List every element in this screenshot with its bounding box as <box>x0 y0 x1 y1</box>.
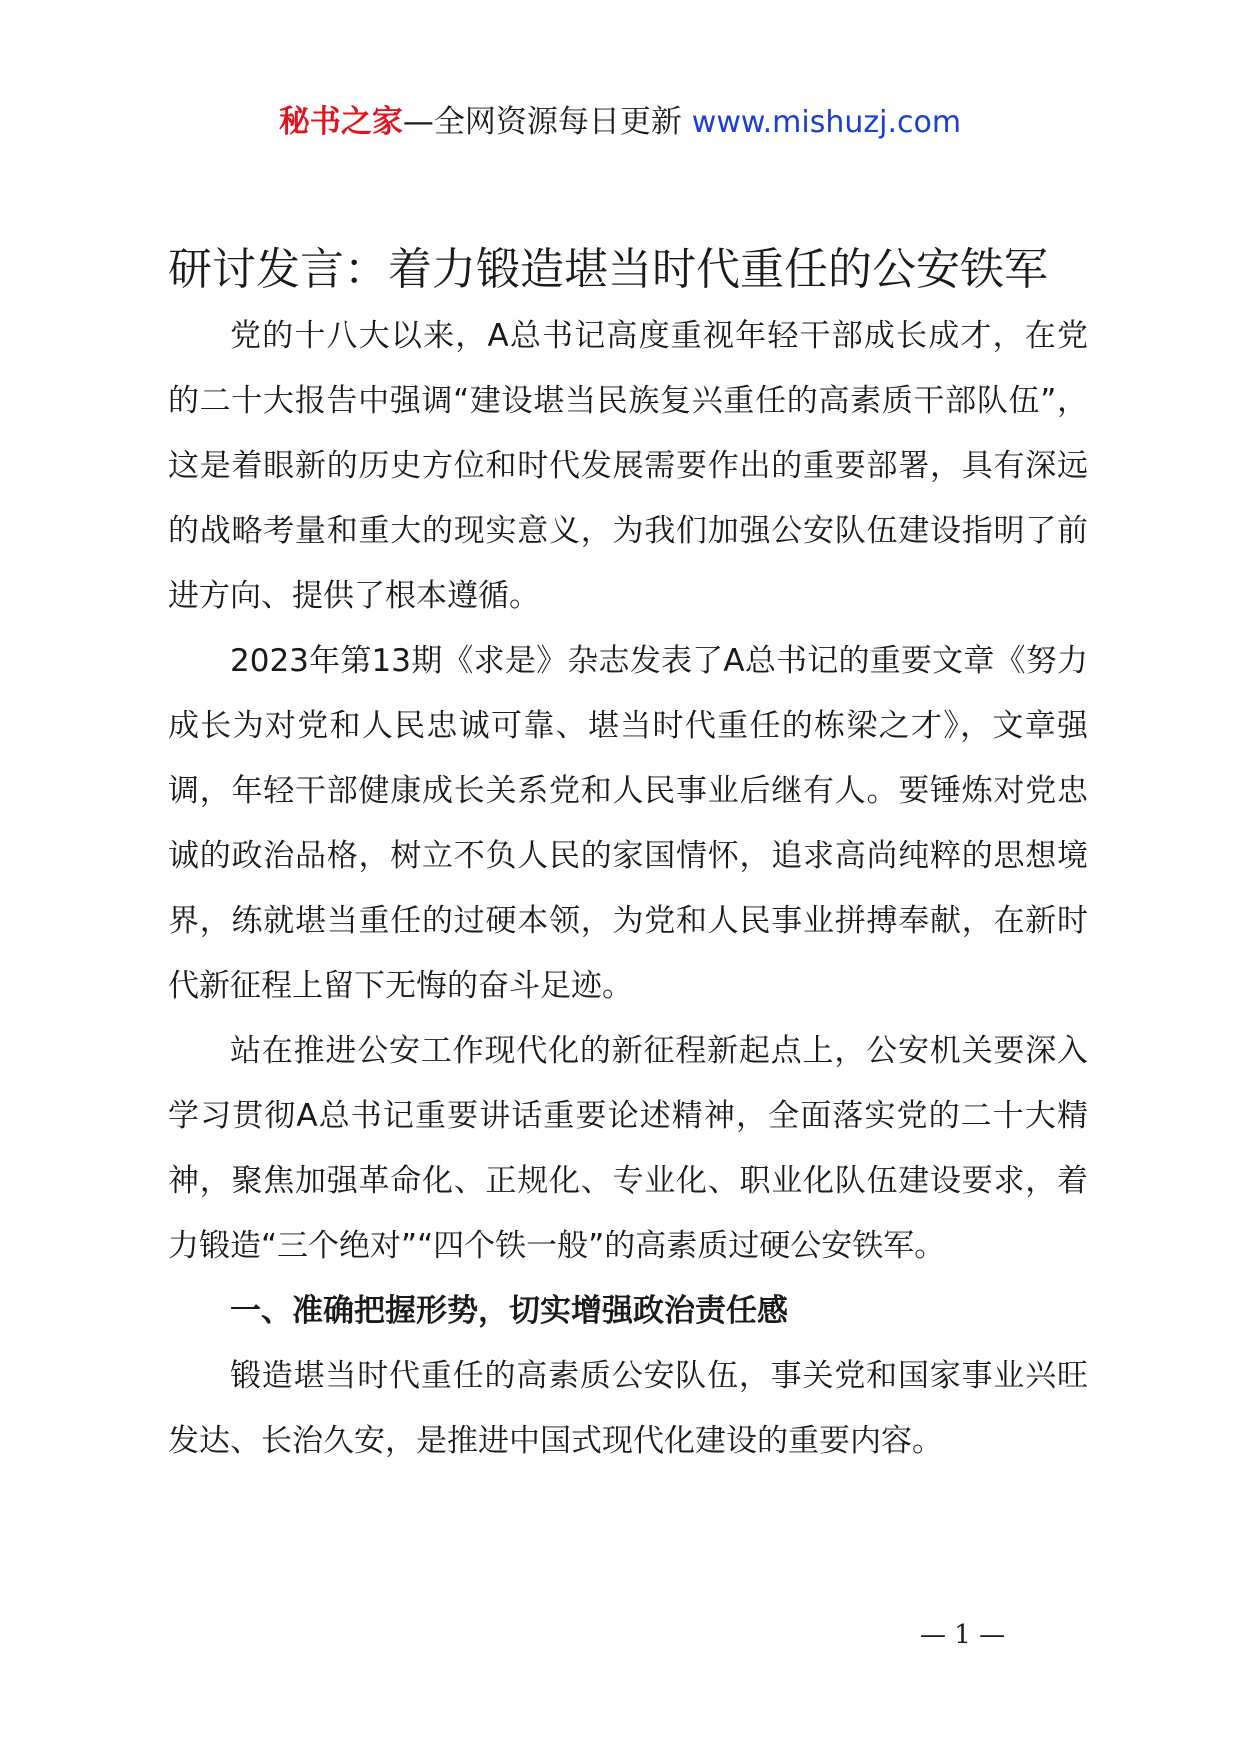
paragraph-2: 2023年第13期《求是》杂志发表了A总书记的重要文章《努力成长为对党和人民忠诚可靠、堪当时代重任的栋梁之才》，文章强调，年轻干部健康成长关系党和人民事业后继有人。要锤炼对党忠诚的政治品格，树立不负人民的家国情怀，追求高尚纯粹的思想境界，练就堪当重任的过硬本领，为党和人民事业拼搏奉献，在新时代新征程上留下无悔的奋斗足迹。 <box>168 643 1088 1004</box>
document-body <box>168 304 1088 1474</box>
site-url[interactable]: www.mishuzj.com <box>691 105 962 140</box>
site-tagline: —全网资源每日更新 <box>402 104 682 140</box>
page-number: — 1 — <box>920 1620 1006 1650</box>
paragraph-4: 锻造堪当时代重任的高素质公安队伍，事关党和国家事业兴旺发达、长治久安，是推进中国式现代化建设的重要内容。 <box>168 1358 1088 1459</box>
site-header <box>0 100 1240 145</box>
document-title: 研讨发言：着力锻造堪当时代重任的公安铁军 <box>168 244 1048 295</box>
paragraph-3: 站在推进公安工作现代化的新征程新起点上，公安机关要深入学习贯彻A总书记重要讲话重要论述精神，全面落实党的二十大精神，聚焦加强革命化、正规化、专业化、职业化队伍建设要求，着力锻造“三个绝对”“四个铁一般”的高素质过硬公安铁军。 <box>168 1033 1088 1264</box>
site-brand: 秘书之家 <box>278 104 403 140</box>
section-heading-1: 一、准确把握形势，切实增强政治责任感 <box>230 1293 788 1329</box>
paragraph-1: 党的十八大以来，A总书记高度重视年轻干部成长成才，在党的二十大报告中强调“建设堪当民族复兴重任的高素质干部队伍”，这是着眼新的历史方位和时代发展需要作出的重要部署，具有深远的战略考量和重大的现实意义，为我们加强公安队伍建设指明了前进方向、提供了根本遵循。 <box>168 318 1088 614</box>
